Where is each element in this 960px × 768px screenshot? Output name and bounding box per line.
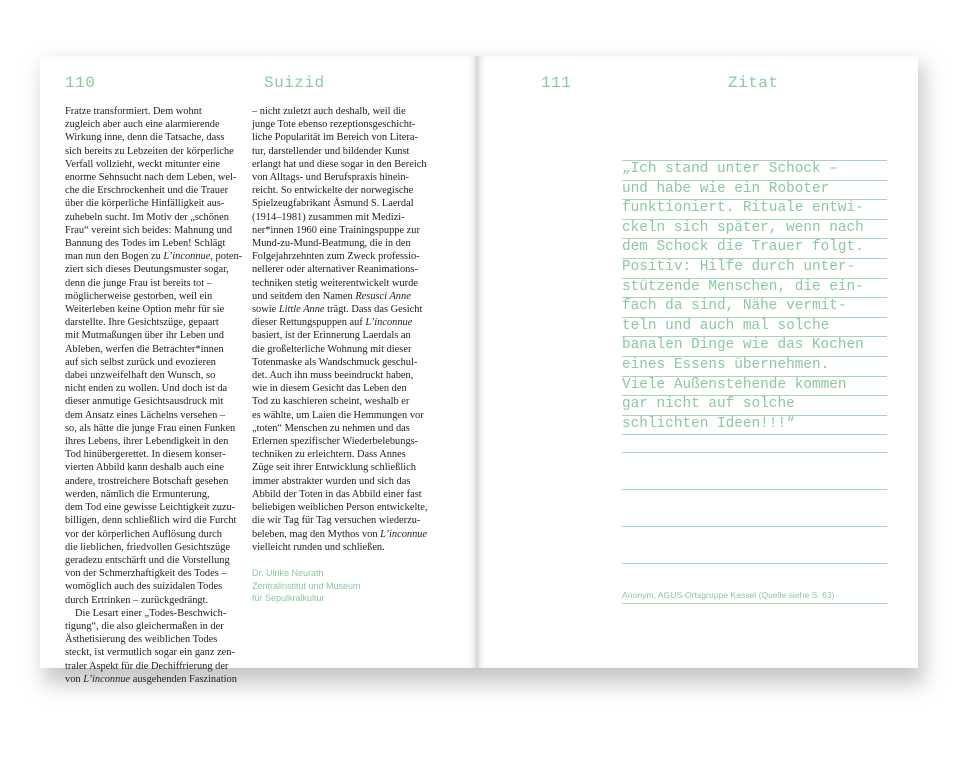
quote-line: dem Schock die Trauer folgt. xyxy=(622,239,887,259)
quote-line: „Ich stand unter Schock – xyxy=(622,160,887,181)
right-page xyxy=(478,56,918,668)
left-page xyxy=(40,56,476,685)
quote-line: fach da sind, Nähe vermit- xyxy=(622,298,887,318)
author-credit: Dr. Ulrike Neurath Zentralinstitut und Museum für Sepulkralkultur xyxy=(252,567,361,604)
ruled-line xyxy=(622,527,887,564)
quote-line: Positiv: Hilfe durch unter- xyxy=(622,259,887,279)
quote-line: funktioniert. Rituale entwi- xyxy=(622,200,887,220)
ruled-line xyxy=(622,412,887,453)
quote-block xyxy=(622,160,887,435)
quote-line: Viele Außenstehende kommen xyxy=(622,377,887,397)
text-column-1 xyxy=(65,105,255,686)
body-paragraph: Die Lesart einer „Todes-Beschwich- tigung“, die also gleichermaßen in der Ästhetisierung des weiblichen Todes steckt, ist vermutlich sogar ein ganz zen- traler Aspekt für die Dechiffrierung der von L’inconnue ausgehenden Faszination xyxy=(65,607,237,685)
quote-line: und habe wie ein Roboter xyxy=(622,181,887,201)
ruled-line xyxy=(622,453,887,490)
quote-line: ckeln sich später, wenn nach xyxy=(622,220,887,240)
quote-source: Anonym, AGUS-Ortsgruppe Kassel (Quelle siehe S. 63) xyxy=(622,590,887,604)
page-title: Zitat xyxy=(728,74,779,92)
body-paragraph: Fratze transformiert. Dem wohnt zugleich aber auch eine alarmierende Wirkung inne, denn die Tatsache, dass sich bereits zu Lebzeiten der körperliche Verfall vollzieht, weckt mitunter eine enorme Sehnsucht nach dem Leben, wel- che die Erschrockenheit und die Trauer über die körperliche Hinfälligkeit aus- zuhebeln sucht. Im Motiv der „schönen Frau“ vereint sich beides: Mahnung und Bannung des Todes im Leben! Schlägt man nun den Bogen zu L’inconnue, poten- ziert sich dieses Deutungsmuster sogar, denn die junge Frau ist bereits tot – möglicherweise gestorben, weil ein Weiterleben keine Option mehr für sie darstellte. Ihre Gesichtszüge, gepaart mit Mutmaßungen über ihr Leben und Ableben, werfen die Betrachter*innen auf sich selbst zurück und evozieren dabei unzweifelhaft den Wunsch, so nicht enden zu wollen. Und doch ist da dieser anmutige Gesichtsausdruck mit dem Ansatz eines Lächelns versehen – so, als hätte die junge Frau einen Funken ihres Lebens, ihrer Lebendigkeit in den Tod hinübergerettet. In diesem konser- vierten Abbild kann deshalb auch eine andere, trostreichere Botschaft gesehen werden, nämlich die Ermunterung, dem Tod eine gewisse Leichtigkeit zuzu- billigen, denn schließlich wird die Furcht vor der körperlichen Auflösung durch die lieblichen, friedvollen Gesichtszüge geradezu entschärft und die Vorstellung von der Schmerzhaftigkeit des Todes – womöglich auch des suizidalen Todes durch Ertrinken – zurückgedrängt. xyxy=(65,106,243,606)
quote-line: schlichten Ideen!!!“ xyxy=(622,416,887,436)
body-paragraph: – nicht zuletzt auch deshalb, weil die junge Tote ebenso rezeptionsgeschicht- liche Popularität im Bereich von Litera- tur, darstellender und bildender Kunst erlangt hat und diese sogar in den Bereich von Alltags- und Berufspraxis hinein- reicht. So entwickelte der norwegische Spielzeugfabrikant Åsmund S. Laerdal (1914–1981) zusammen mit Medizi- ner*innen 1960 eine Trainingspuppe zur Mund-zu-Mund-Beatmung, die in den Folgejahrzehnten zum Zweck professio- nellerer oder alternativer Reanimations- techniken stetig weiterentwickelt wurde und seitdem den Namen Resusci Anne sowie Little Anne trägt. Dass das Gesicht dieser Rettungspuppen auf L’inconnue basiert, ist der Erinnerung Laerdals an die großelterliche Wohnung mit dieser Totenmaske als Wandschmuck geschul- det. Auch ihn muss beeindruckt haben, wie in diesem Gesicht das Leben den Tod zu kaschieren scheint, weshalb er es wählte, um Laien die Hemmungen vor „toten“ Menschen zu nehmen und das Erlernen spezifischer Wiederbelebungs- techniken zu erleichtern. Dass Annes Züge seit ihrer Entwicklung schließlich immer abstrakter wurden und sich das Abbild der Toten in das Abbild einer fast beliebigen weiblichen Person entwickelte, die wir Tag für Tag versuchen wiederzu- beleben, mag den Mythos von L’inconnue vielleicht runden und schließen. xyxy=(252,106,428,553)
text-column-2 xyxy=(252,105,444,605)
empty-ruled-lines xyxy=(622,412,887,564)
quote-line: eines Essens übernehmen. xyxy=(622,357,887,377)
quote-line: gar nicht auf solche xyxy=(622,396,887,416)
page-number: 110 xyxy=(65,74,96,92)
quote-line: teln und auch mal solche xyxy=(622,318,887,338)
page-number: 111 xyxy=(541,74,572,92)
ruled-line xyxy=(622,490,887,527)
page-title: Suizid xyxy=(264,74,325,92)
quote-line: stützende Menschen, die ein- xyxy=(622,279,887,299)
quote-line: banalen Dinge wie das Kochen xyxy=(622,337,887,357)
